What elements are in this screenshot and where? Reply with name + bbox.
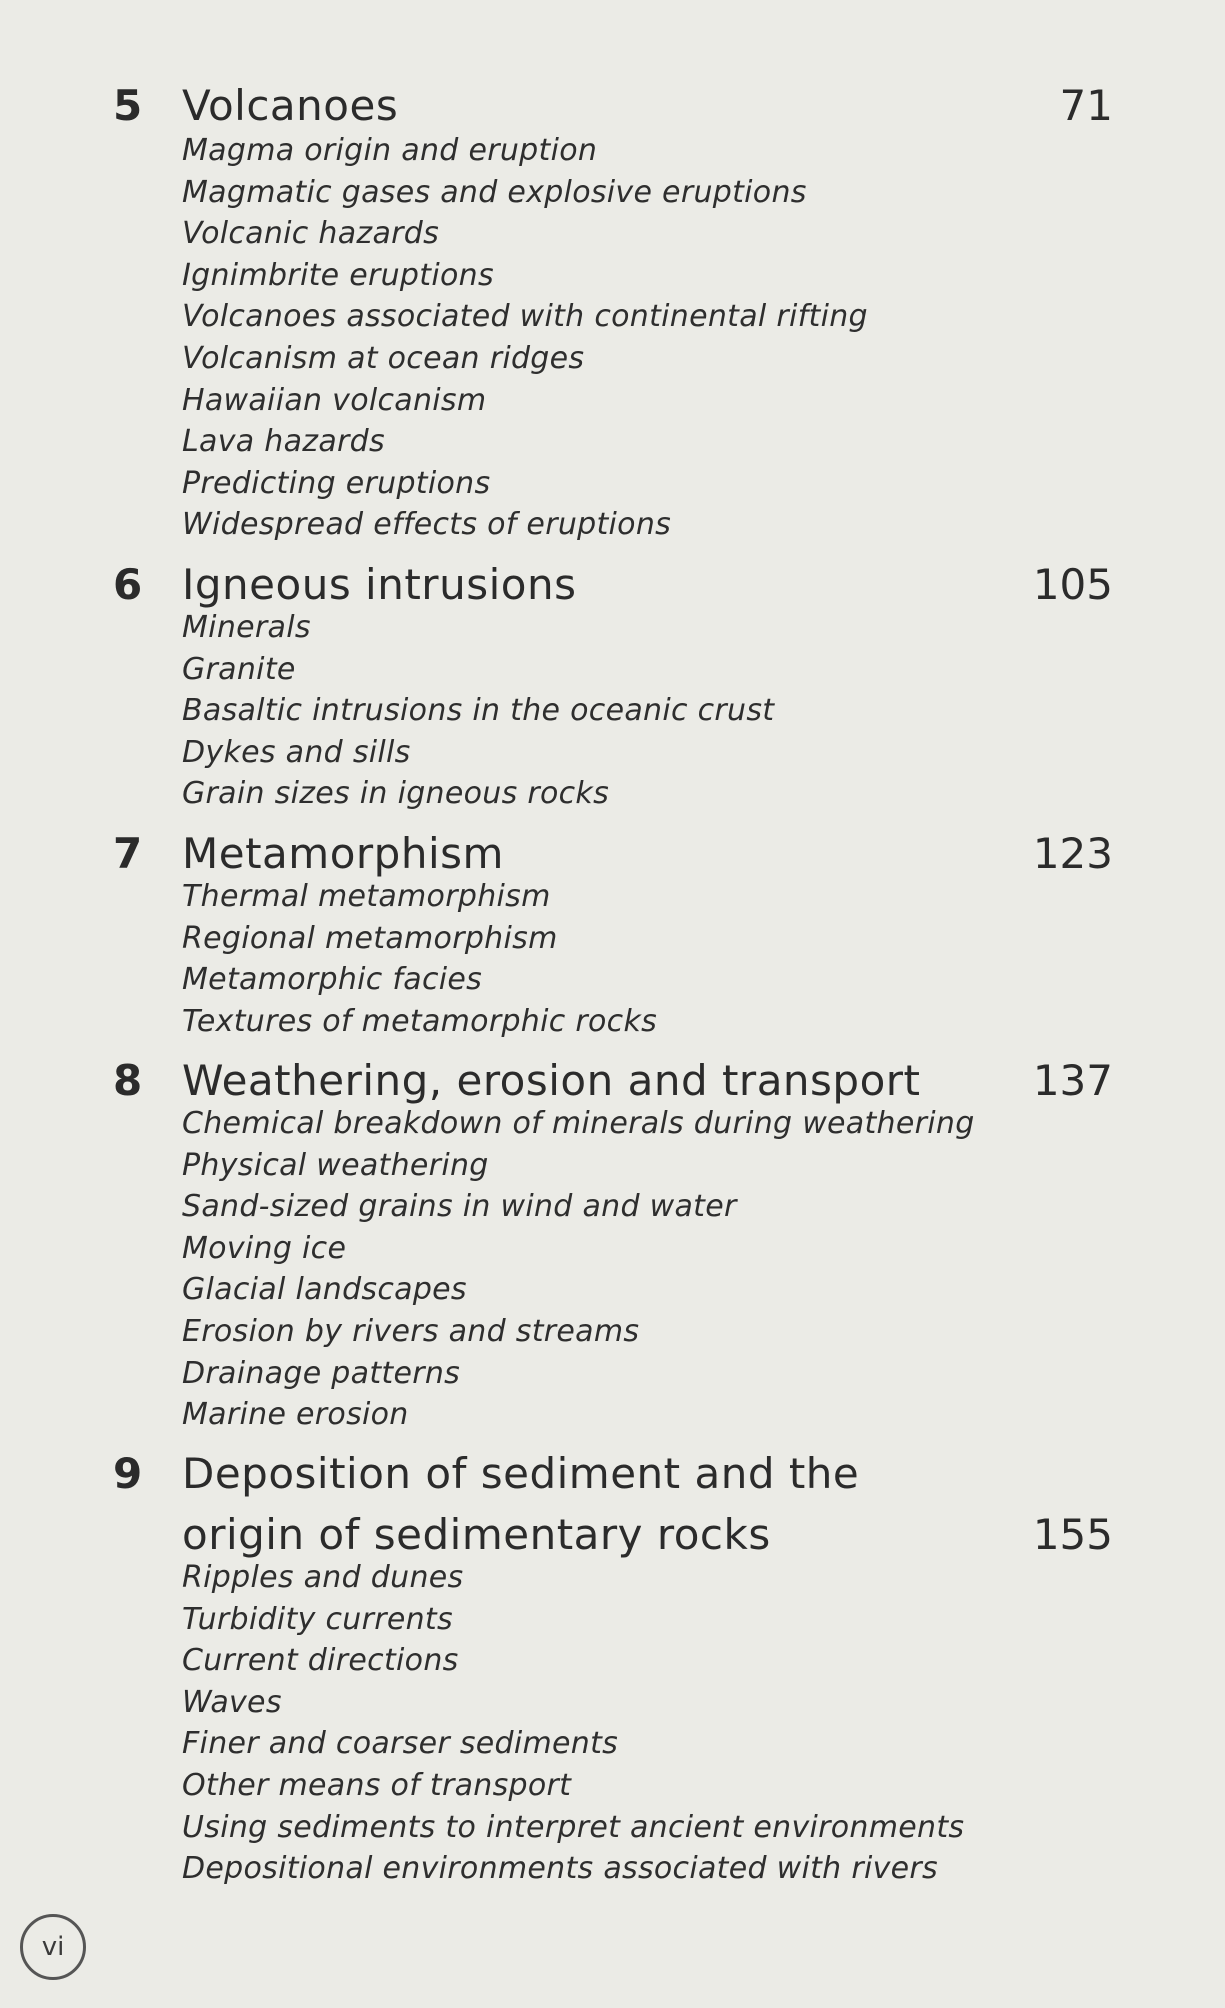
section-item: Moving ice (182, 1230, 347, 1266)
chapter-page-number: 105 (1032, 560, 1113, 609)
section-item: Grain sizes in igneous rocks (182, 776, 610, 812)
section-item: Widespread effects of eruptions (182, 507, 672, 543)
chapter-title: Metamorphism (182, 829, 504, 878)
section-item: Textures of metamorphic rocks (182, 1003, 658, 1039)
section-item: Other means of transport (182, 1767, 572, 1803)
section-list (182, 1557, 964, 1890)
chapter-number: 5 (113, 81, 143, 130)
section-list (182, 130, 868, 546)
section-item: Ignimbrite eruptions (182, 257, 494, 293)
section-item: Turbidity currents (182, 1601, 453, 1637)
section-item: Depositional environments associated with rivers (182, 1851, 938, 1887)
section-item: Glacial landscapes (182, 1272, 467, 1308)
section-item: Volcanism at ocean ridges (182, 340, 585, 376)
section-item: Metamorphic facies (182, 962, 483, 998)
chapter-number: 9 (113, 1449, 143, 1498)
section-item: Marine erosion (182, 1397, 409, 1433)
chapter-page-number: 155 (1032, 1510, 1113, 1559)
section-item: Volcanic hazards (182, 216, 440, 252)
section-item: Chemical breakdown of minerals during weathering (182, 1106, 975, 1141)
page-folio: vi (20, 1914, 86, 1980)
section-list (182, 607, 774, 815)
chapter-title-line-2: origin of sedimentary rocks (182, 1510, 771, 1559)
section-item: Waves (182, 1684, 282, 1720)
section-item: Lava hazards (182, 424, 385, 460)
section-item: Finer and coarser sediments (182, 1726, 619, 1762)
chapter-title: Volcanoes (182, 81, 399, 130)
section-item: Sand-sized grains in wind and water (182, 1189, 737, 1225)
chapter-page-number: 71 (1059, 81, 1113, 130)
chapter-title: Igneous intrusions (182, 560, 577, 609)
chapter-title-line-1: Deposition of sediment and the (182, 1449, 860, 1498)
section-item: Minerals (182, 610, 311, 645)
section-item: Dykes and sills (182, 734, 411, 770)
section-item: Current directions (182, 1643, 459, 1679)
section-item: Magmatic gases and explosive eruptions (182, 174, 807, 210)
chapter-number: 6 (113, 560, 143, 609)
chapter-page-number: 137 (1032, 1056, 1113, 1105)
section-item: Predicting eruptions (182, 465, 491, 501)
section-item: Regional metamorphism (182, 920, 558, 956)
section-item: Volcanoes associated with continental rifting (182, 299, 868, 335)
section-item: Ripples and dunes (182, 1560, 464, 1595)
section-item: Physical weathering (182, 1147, 489, 1183)
chapter-title: Weathering, erosion and transport (182, 1056, 921, 1105)
section-item: Basaltic intrusions in the oceanic crust (182, 693, 775, 729)
section-item: Granite (182, 651, 296, 687)
section-item: Using sediments to interpret ancient environments (182, 1809, 965, 1845)
section-item: Erosion by rivers and streams (182, 1313, 640, 1349)
section-list (182, 1103, 975, 1436)
section-list (182, 876, 657, 1042)
section-item: Drainage patterns (182, 1355, 461, 1391)
chapter-number: 8 (113, 1056, 143, 1105)
section-item: Hawaiian volcanism (182, 382, 487, 418)
section-item: Magma origin and eruption (182, 133, 598, 168)
section-item: Thermal metamorphism (182, 879, 551, 914)
chapter-page-number: 123 (1032, 829, 1113, 878)
chapter-number: 7 (113, 829, 143, 878)
